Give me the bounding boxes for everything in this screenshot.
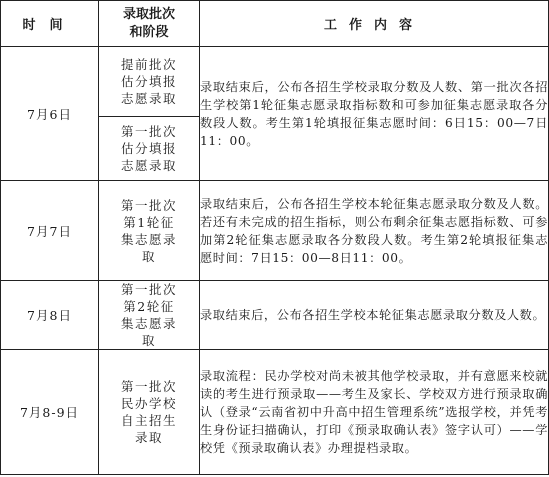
stage-text: 第一批次估分填报志愿录取 [120,124,177,173]
header-stage-line2: 和阶段 [129,24,169,40]
work-content-cell: 录取结束后，公布各招生学校本轮征集志愿录取分数及人数。 [200,281,549,350]
stage-cell [99,117,200,181]
date-cell: 7月7日 [1,181,99,281]
table-row [1,47,549,117]
header-row [1,1,549,47]
date-cell: 7月8日 [1,281,99,350]
work-content-cell: 录取结束后，公布各招生学校本轮征集志愿录取分数及人数。若还有未完成的招生指标，则公布剩余征集志愿指标数、可参加第2轮征集志愿录取各分数段人数。考生第2轮填报征集志愿时间：7日15：00—8日11：00。 [200,181,549,281]
table-row [1,350,549,475]
stage-cell [99,181,200,281]
date-cell: 7月6日 [1,47,99,181]
stage-text: 提前批次估分填报志愿录取 [120,57,177,106]
stage-cell [99,350,200,475]
work-content-cell: 录取流程：民办学校对尚未被其他学校录取，并有意愿来校就读的考生进行预录取——考生及家长、学校双方进行预录取确认（登录“云南省初中升高中招生管理系统”选报学校，并凭考生身份证扫描确认，打印《预录取确认表》签字认可）——学校凭《预录取确认表》办理提档录取。 [200,350,549,475]
stage-text: 第一批次民办学校自主招生录取 [120,379,177,445]
stage-cell [99,281,200,350]
stage-text: 第一批次第1轮征集志愿录取 [120,197,177,264]
header-work: 工作内容 [200,1,549,47]
header-time: 时间 [1,1,99,47]
header-stage [99,1,200,47]
table-row [1,281,549,350]
stage-cell [99,47,200,117]
stage-text: 第一批次第2轮征集志愿录取 [120,282,177,348]
header-stage-line1: 录取批次 [122,6,175,22]
work-content-cell: 录取结束后，公布各招生学校录取分数及人数、第一批次各招生学校第1轮征集志愿录取指标数和可参加征集志愿录取各分数段人数。考生第1轮填报征集志愿时间：6日15：00—7日11：00。 [200,47,549,181]
table-row [1,181,549,281]
date-cell: 7月8-9日 [1,350,99,475]
